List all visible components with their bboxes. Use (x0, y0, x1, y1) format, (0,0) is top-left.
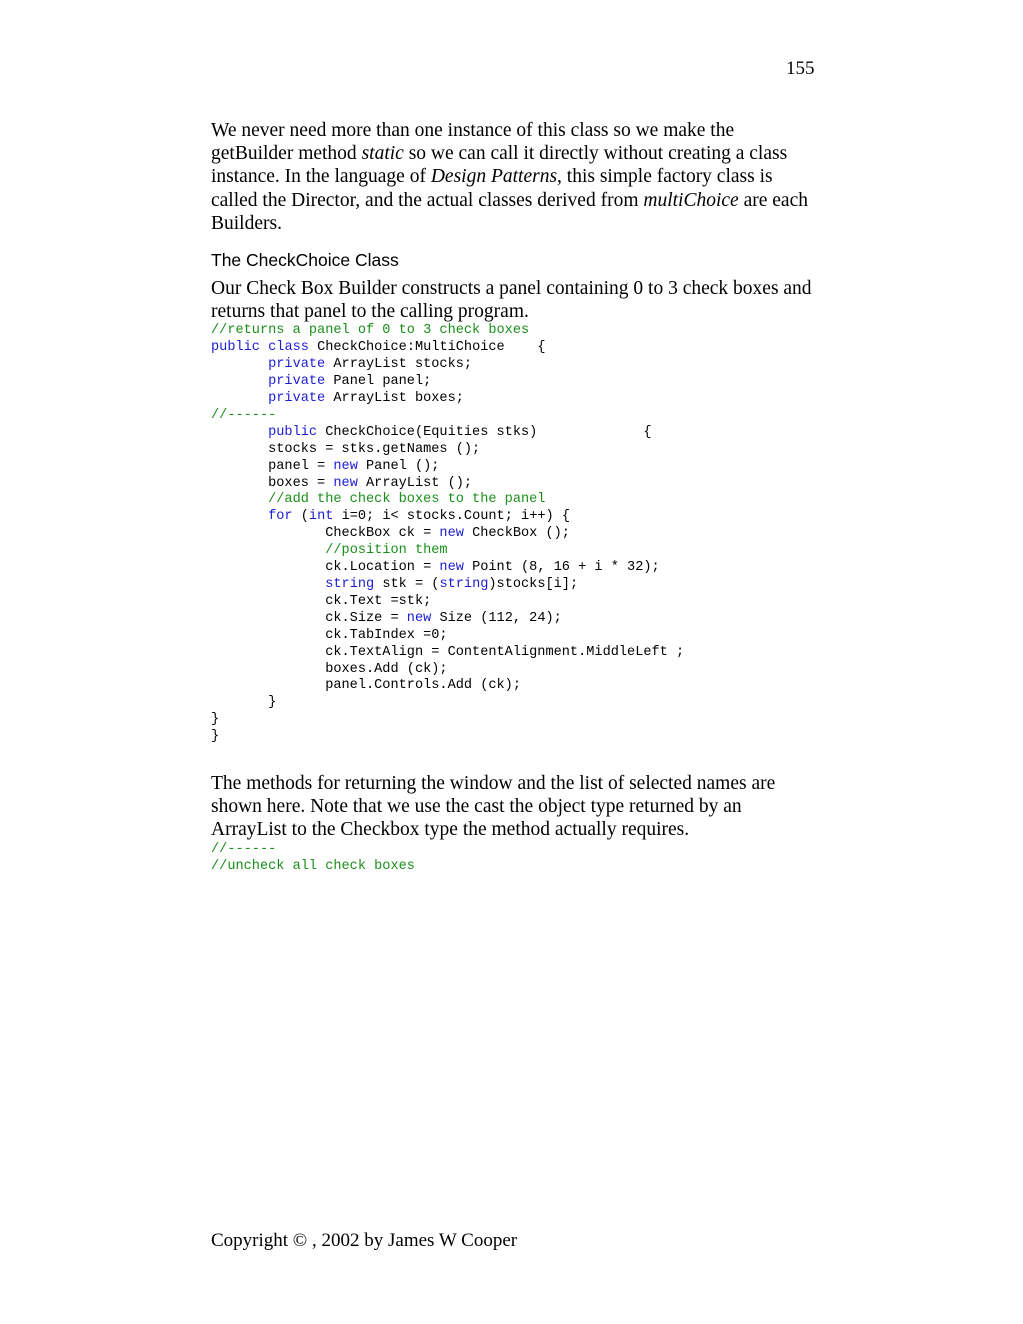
code-keyword: private (268, 357, 326, 373)
code-text (211, 374, 268, 389)
code-line (211, 628, 448, 643)
code-keyword: private (268, 391, 326, 407)
page-content (211, 119, 821, 876)
code-line (211, 729, 219, 744)
code-text: ArrayList boxes; (325, 391, 464, 407)
code-line (211, 442, 480, 457)
code-text: )stocks[i]; (488, 577, 579, 593)
code-text (211, 391, 268, 406)
code-line (211, 509, 570, 524)
code-text: } (211, 695, 277, 711)
code-line (211, 492, 545, 507)
code-text: ck.Size = (211, 610, 407, 626)
paragraph-text: so we can call it directly without creating a class instance. In the language of (211, 143, 788, 188)
code-text (260, 340, 268, 355)
code-keyword: int (308, 509, 334, 525)
code-text: panel.Controls.Add (ck); (211, 678, 521, 694)
code-comment: //uncheck all check boxes (211, 858, 415, 874)
code-line (211, 594, 431, 609)
code-line (211, 662, 448, 677)
code-text (211, 425, 268, 440)
code-keyword: for (268, 509, 293, 525)
code-listing-checkchoice (211, 323, 821, 746)
code-keyword: new (333, 458, 358, 474)
emphasis-multichoice: multiChoice (643, 189, 739, 211)
spacer (211, 746, 821, 772)
emphasis-static: static (361, 143, 404, 165)
code-text: ck.Text =stk; (211, 593, 432, 609)
code-keyword: string (439, 577, 489, 593)
code-text: } (211, 712, 220, 728)
code-comment: //------ (211, 407, 277, 423)
code-line (211, 543, 448, 558)
emphasis-design-patterns: Design Patterns (430, 166, 558, 188)
copyright-footer: Copyright © , 2002 by James W Cooper (211, 1230, 518, 1251)
code-comment: //------ (211, 841, 277, 857)
code-line (211, 459, 439, 474)
code-listing-uncheck (211, 842, 821, 876)
code-line (211, 425, 652, 440)
code-line (211, 695, 276, 710)
code-text: stocks = stks.getNames (); (211, 441, 481, 457)
code-line (211, 645, 684, 660)
code-keyword: new (439, 526, 464, 542)
code-text: } (211, 729, 220, 745)
code-text: stk = ( (374, 577, 440, 593)
section-heading: The CheckChoice Class (211, 250, 399, 271)
code-text: i=0; i< stocks.Count; i++) { (333, 509, 570, 525)
code-text: Size (112, 24); (431, 610, 562, 626)
code-line (211, 560, 660, 575)
code-keyword: class (268, 340, 309, 356)
paragraph-text: , this simple factory class is called the Director, and the actual classes derived from (211, 166, 773, 211)
code-line (211, 374, 431, 389)
code-keyword: new (439, 560, 464, 576)
methods-paragraph: The methods for returning the window and the list of selected names are shown here. Note that we use the cast the object type returned by an ArrayList to the Checkbox type the method actually requires. (211, 773, 776, 841)
page-number: 155 (786, 58, 815, 79)
intro-paragraph (211, 119, 821, 235)
code-text (211, 509, 268, 524)
code-text: Panel panel; (325, 374, 432, 390)
code-comment: //position them (325, 543, 448, 559)
code-text (211, 492, 268, 507)
code-text: boxes = (211, 475, 334, 491)
code-text: CheckChoice(Equities stks) { (317, 424, 652, 440)
code-line (211, 526, 570, 541)
code-line (211, 842, 276, 857)
code-text: Point (8, 16 + i * 32); (463, 560, 660, 576)
code-comment: //returns a panel of 0 to 3 check boxes (211, 323, 530, 339)
code-keyword: new (406, 610, 432, 626)
code-keyword: private (268, 374, 326, 390)
code-line (211, 408, 276, 423)
code-text: ( (292, 509, 309, 525)
code-line (211, 391, 464, 406)
code-line (211, 577, 578, 592)
code-text (211, 577, 325, 592)
code-line (211, 611, 562, 626)
code-line (211, 678, 521, 693)
code-line (211, 712, 219, 727)
section-intro-paragraph: Our Check Box Builder constructs a panel containing 0 to 3 check boxes and returns that panel to the calling program. (211, 278, 812, 323)
code-text: ArrayList (); (357, 475, 473, 491)
code-text: panel = (211, 458, 334, 474)
code-text: CheckBox (); (463, 526, 570, 542)
code-keyword: public (268, 424, 318, 440)
code-text: ck.TabIndex =0; (211, 627, 448, 643)
code-line (211, 323, 529, 338)
code-line (211, 340, 546, 355)
code-text: ArrayList stocks; (325, 357, 473, 373)
code-text: boxes.Add (ck); (211, 661, 448, 677)
code-line (211, 859, 415, 874)
code-text: Panel (); (357, 458, 440, 474)
code-keyword: new (333, 475, 358, 491)
code-text: CheckChoice:MultiChoice { (308, 340, 546, 356)
code-text: ck.Location = (211, 560, 440, 576)
paragraph-text: We never need more than one instance of this class so we make the getBuilder method (211, 120, 735, 165)
code-comment: //add the check boxes to the panel (268, 492, 546, 508)
code-keyword: string (325, 577, 375, 593)
code-keyword: public (211, 340, 260, 356)
paragraph-text: are each Builders. (211, 189, 808, 234)
code-text: ck.TextAlign = ContentAlignment.MiddleLeft ; (211, 644, 685, 660)
code-line (211, 476, 472, 491)
code-text (211, 543, 325, 558)
code-text: CheckBox ck = (211, 526, 440, 542)
code-text (211, 357, 268, 372)
code-line (211, 357, 472, 372)
